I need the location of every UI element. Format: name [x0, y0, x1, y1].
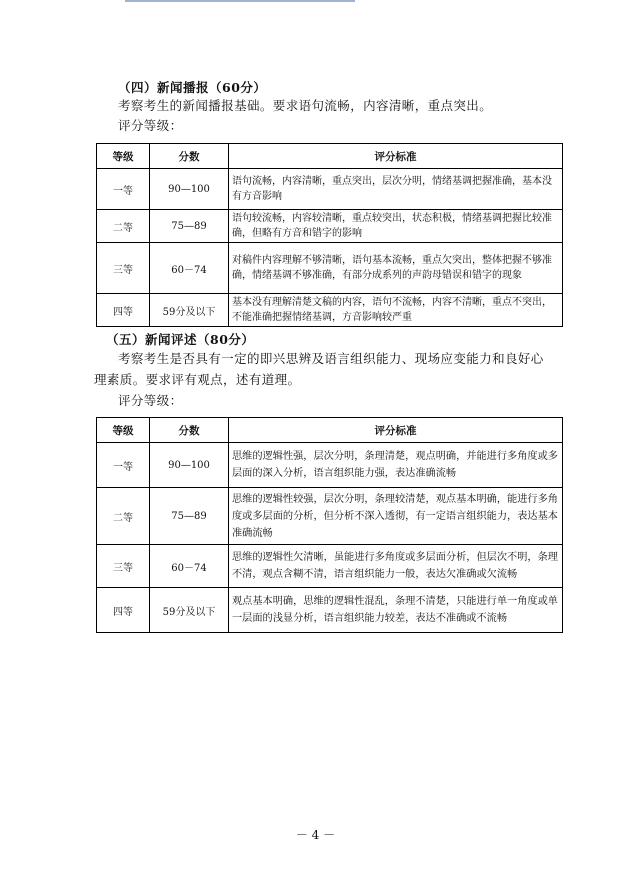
page-number: － 4 －: [295, 828, 336, 842]
grade-score: 60－74: [150, 243, 229, 294]
section-4-title: （四）新闻播报（60分）: [118, 80, 267, 95]
table-row: [97, 588, 563, 633]
header-criteria: 评分标准: [229, 144, 563, 169]
grade-level: 四等: [97, 294, 150, 327]
grade-level: 一等: [97, 443, 150, 488]
header-score: 分数: [150, 144, 229, 169]
grade-criteria: 思维的逻辑性欠清晰，虽能进行多角度或多层面分析，但层次不明，条理不清，观点含糊不清，语言组织能力一般，表达欠准确或欠流畅: [229, 545, 563, 588]
news-broadcast-grade-table: [96, 143, 563, 327]
table-header-row: [97, 144, 563, 169]
section-5-description-line1: 考察考生是否具有一定的即兴思辨及语言组织能力、现场应变能力和良好心: [118, 351, 544, 366]
table-row: [97, 210, 563, 243]
section-5-grade-label: 评分等级：: [118, 393, 183, 408]
grade-criteria: 对稿件内容理解不够清晰，语句基本流畅，重点欠突出，整体把握不够准确，情绪基调不够准确，有部分成系列的声韵母错误和错字的现象: [229, 243, 563, 294]
grade-score: 60－74: [150, 545, 229, 588]
table-row: [97, 294, 563, 327]
section-4-description: 考察考生的新闻播报基础。要求语句流畅，内容清晰，重点突出。: [118, 98, 493, 113]
section-4-grade-label: 评分等级：: [118, 118, 183, 133]
grade-level: 二等: [97, 488, 150, 545]
section-5-title: （五）新闻评述（80分）: [106, 332, 255, 347]
grade-score: 75—89: [150, 210, 229, 243]
grade-score: 90—100: [150, 443, 229, 488]
table-row: [97, 169, 563, 210]
header-level: 等级: [97, 144, 150, 169]
grade-level: 一等: [97, 169, 150, 210]
table-row: [97, 243, 563, 294]
grade-score: 59分及以下: [150, 294, 229, 327]
grade-score: 75—89: [150, 488, 229, 545]
table-row: [97, 443, 563, 488]
grade-level: 二等: [97, 210, 150, 243]
grade-criteria: 思维的逻辑性较强，层次分明，条理较清楚，观点基本明确，能进行多角度或多层面的分析，但分析不深入透彻，有一定语言组织能力，表达基本准确流畅: [229, 488, 563, 545]
section-5-description-line2: 理素质。要求评有观点，述有道理。: [94, 372, 301, 387]
header-rule: [125, 0, 355, 2]
grade-score: 59分及以下: [150, 588, 229, 633]
grade-score: 90—100: [150, 169, 229, 210]
news-commentary-grade-table: [96, 417, 563, 633]
grade-criteria: 思维的逻辑性强，层次分明，条理清楚，观点明确，并能进行多角度或多层面的深入分析，语言组织能力强，表达准确流畅: [229, 443, 563, 488]
table-row: [97, 488, 563, 545]
grade-criteria: 语句较流畅，内容较清晰，重点较突出，状态积极，情绪基调把握比较准确，但略有方音和错字的影响: [229, 210, 563, 243]
grade-criteria: 基本没有理解清楚文稿的内容，语句不流畅，内容不清晰，重点不突出，不能准确把握情绪基调，方音影响较严重: [229, 294, 563, 327]
header-score: 分数: [150, 418, 229, 443]
grade-criteria: 观点基本明确，思维的逻辑性混乱，条理不清楚，只能进行单一角度或单一层面的浅显分析，语言组织能力较差，表达不准确或不流畅: [229, 588, 563, 633]
grade-level: 三等: [97, 545, 150, 588]
grade-level: 三等: [97, 243, 150, 294]
grade-criteria: 语句流畅，内容清晰，重点突出，层次分明，情绪基调把握准确，基本没有方音影响: [229, 169, 563, 210]
header-criteria: 评分标准: [229, 418, 563, 443]
grade-level: 四等: [97, 588, 150, 633]
header-level: 等级: [97, 418, 150, 443]
table-header-row: [97, 418, 563, 443]
table-row: [97, 545, 563, 588]
